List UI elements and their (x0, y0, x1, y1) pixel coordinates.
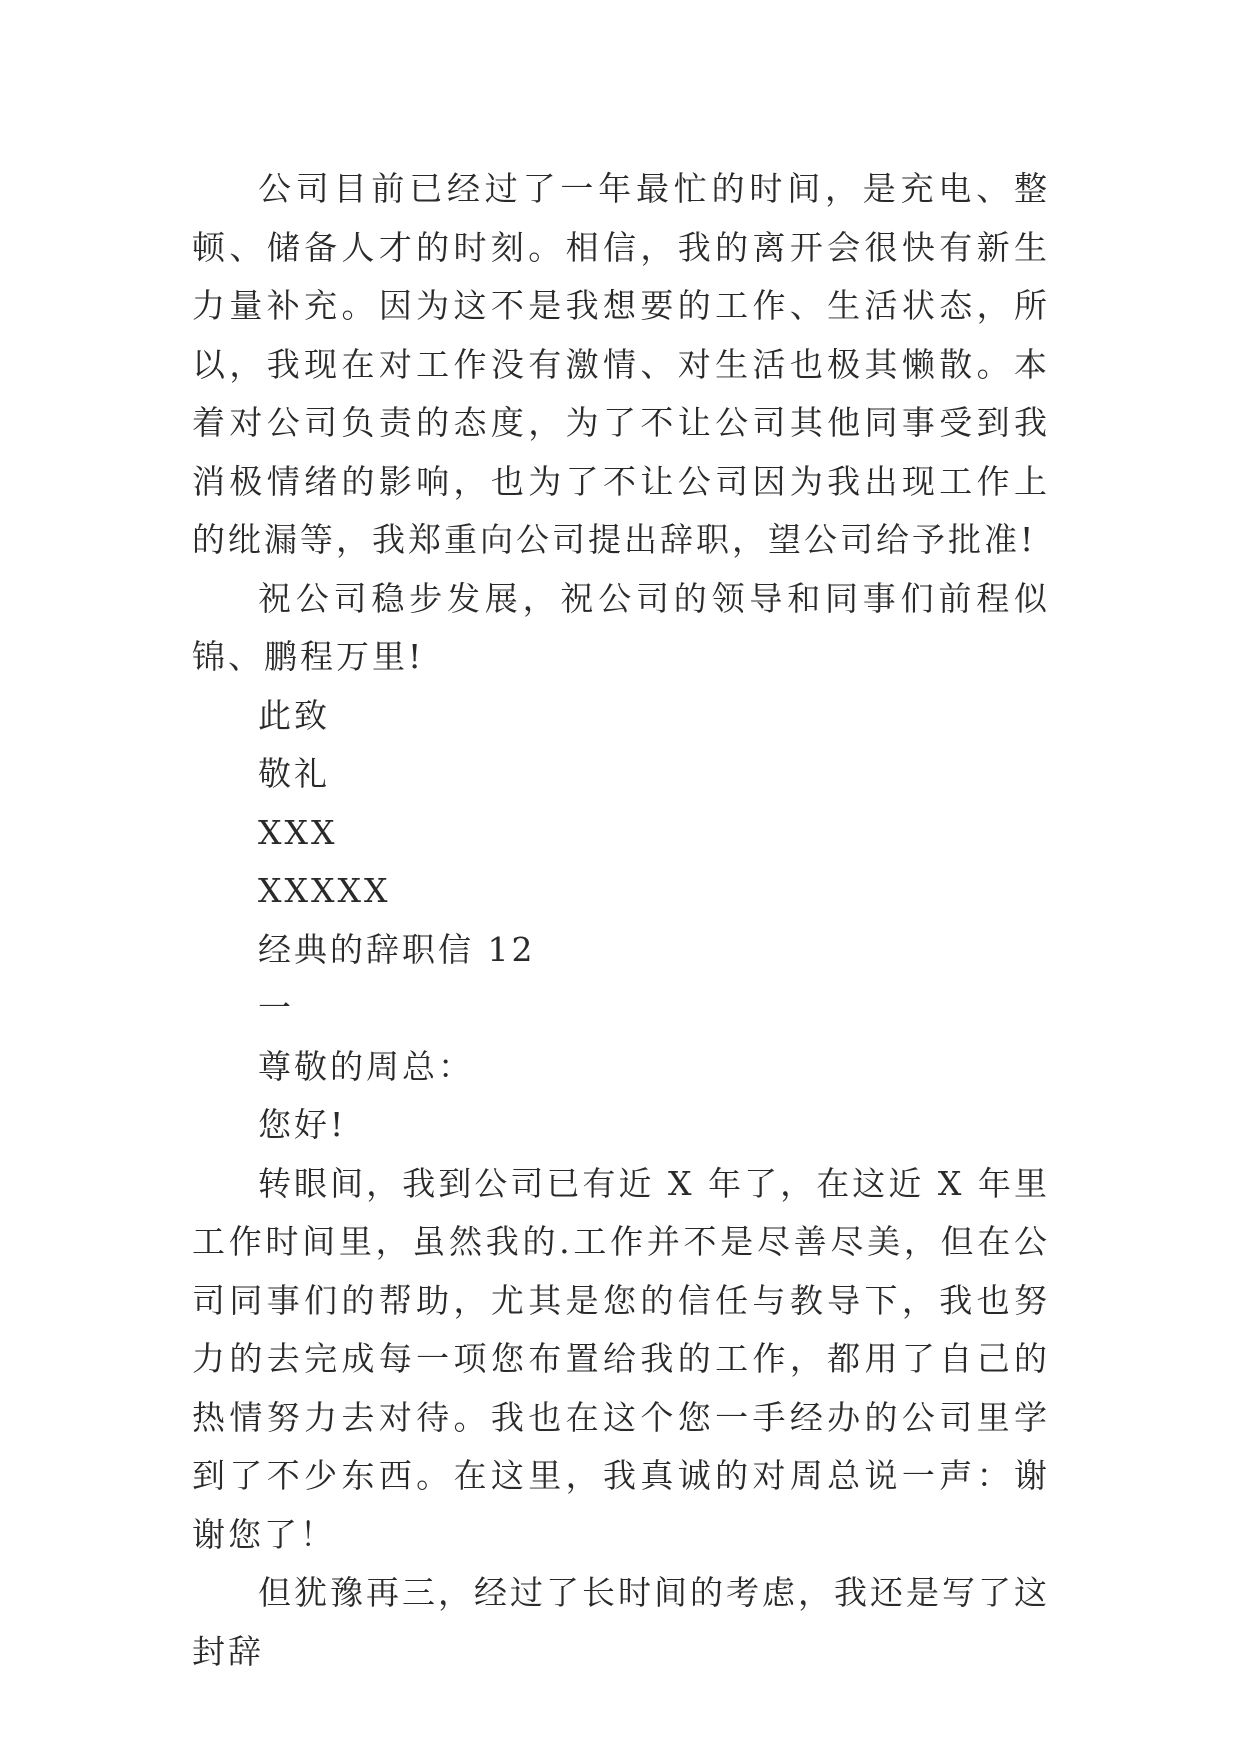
letter-hello: 您好! (258, 1105, 347, 1144)
paragraph-resignation-reason: 公司目前已经过了一年最忙的时间，是充电、整顿、储备人才的时刻。相信，我的离开会很快有新生力量补充。因为这不是我想要的工作、生活状态，所以，我现在对工作没有激情、对生活也极其懒散。本着对公司负责的态度，为了不让公司其他同事受到我消极情绪的影响，也为了不让公司因为我出现工作上的纰漏等，我郑重向公司提出辞职，望公司给予批准! (192, 169, 1050, 559)
section-title: 经典的辞职信 12 (258, 929, 536, 969)
section-number: 一 (258, 988, 294, 1027)
signature-name: XXX (258, 812, 338, 852)
document-body (192, 160, 1050, 1681)
signature-date: XXXXX (258, 871, 391, 910)
paragraph-wishes: 祝公司稳步发展，祝公司的领导和同事们前程似锦、鹏程万里! (192, 578, 1050, 676)
closing-line: 此致 (258, 695, 330, 735)
salute-line: 敬礼 (258, 754, 330, 793)
letter-greeting: 尊敬的周总： (258, 1046, 474, 1086)
paragraph-decision: 但犹豫再三，经过了长时间的考虑，我还是写了这封辞 (192, 1573, 1050, 1671)
paragraph-gratitude: 转眼间，我到公司已有近 X 年了，在这近 X 年里工作时间里，虽然我的.工作并不是尽善尽美，但在公司同事们的帮助，尤其是您的信任与教导下，我也努力的去完成每一项您布置给我的工作，都用了自己的热情努力去对待。我也在这个您一手经办的公司里学到了不少东西。在这里，我真诚的对周总说一声：谢谢您了！ (192, 1163, 1050, 1554)
